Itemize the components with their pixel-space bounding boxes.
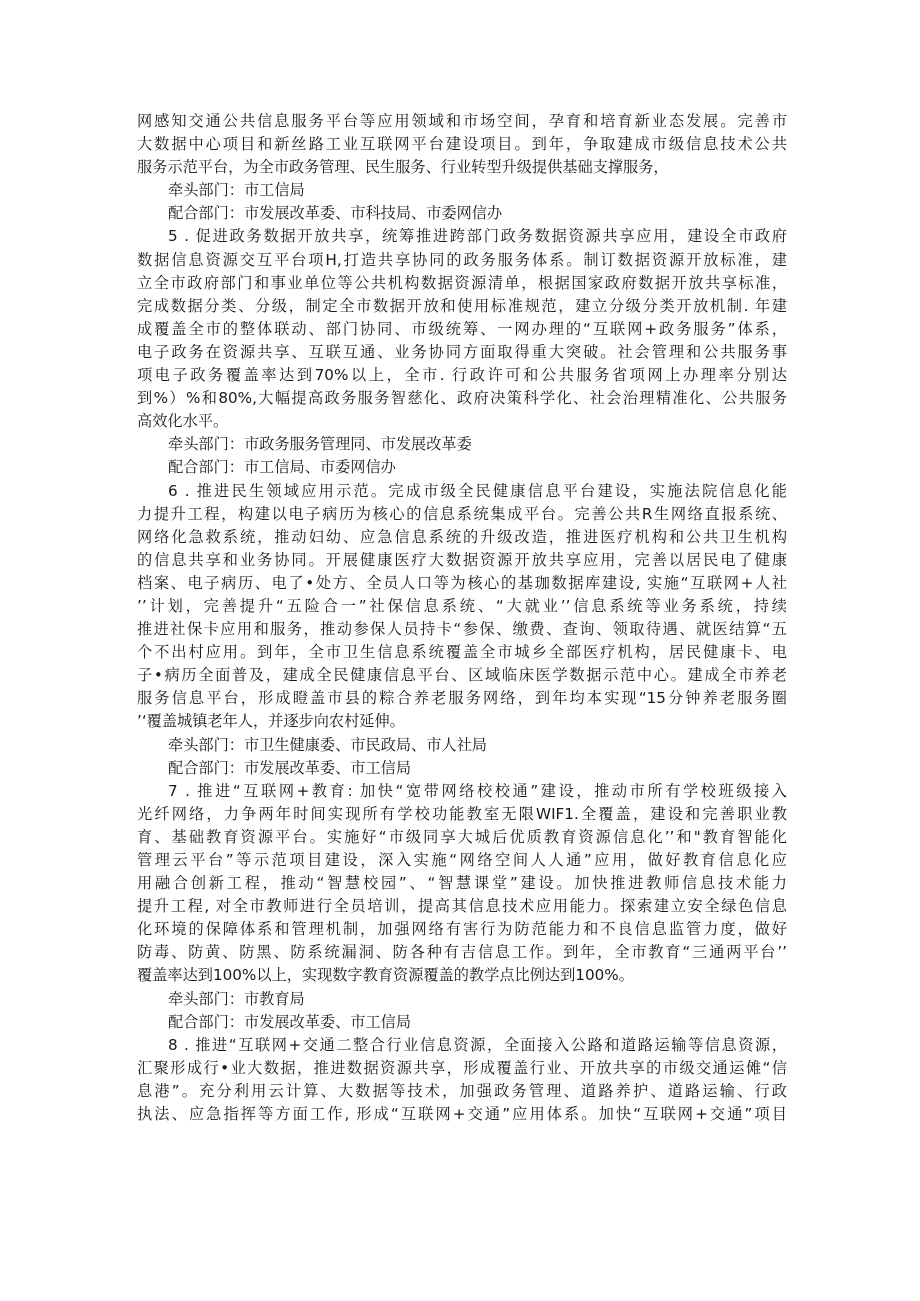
text-line: 档案、电子病历、电了•处方、全员人口等为核心的基珈数据库建设, 实施“互联网+人社 [137, 573, 787, 592]
text-line: 网络化急救系统，推动妇幼、应急信息系统的升级改造，推进医疗机构和公共卫生机构 [137, 527, 787, 546]
text-line: 完成数据分类、分级，制定全市数据开放和使用标准规范，建立分级分类开放机制. 年建 [137, 296, 787, 315]
lead-department: 牵头部门：市工信局 [168, 181, 305, 200]
text-line: 立全市政府部门和事业单位等公共机构数据资源清单，根据国家政府数据开放共享标准， [137, 273, 787, 292]
section-7-heading: 7 . 推进“互联网+教育: 加快“宽带网络校校通”建设，推动市所有学校班级接入 [168, 781, 787, 800]
text-line: 数据信息资源交互平台项H,打造共享协同的政务服务体系。制订数据资源开放标准，建 [137, 250, 787, 269]
text-line: 个不出村应用。到年，全市卫生信息系统覆盖全市城乡全部医疗机构，居民健康卡、电 [137, 643, 787, 662]
text-line: 提升工程, 对全市教师进行全员培训，提高其信息技术应用能力。探索建立安全绿色信息 [137, 897, 787, 916]
text-line: 大数据中心项目和新丝路工业互联网平台建设项目。到年，争取建成市级信息技术公共 [137, 135, 787, 154]
text-line: 力提升工程，构建以电子病历为核心的信息系统集成平台。完善公共R生网络直报系统、 [137, 504, 787, 523]
support-department: 配合部门：市发展改革委、市工信局 [168, 758, 411, 777]
lead-department: 牵头部门：市卫生健康委、市民政局、市人社局 [168, 735, 487, 754]
text-line: 防毒、防黄、防黑、防系统漏洞、防各种有吉信息工作。到年，全市教育“三通两平台’’ [137, 943, 787, 962]
text-line: 服务信息平台，形成瞪盖市县的粽合养老服务网络，到年均本实现“15分钟养老服务圈 [137, 689, 787, 708]
text-line: 成覆盖全市的整体联动、部门协同、市级统筹、一网办理的“互联网+政务服务”体系， [137, 319, 787, 338]
support-department: 配合部门：市发展改革委、市工信局 [168, 1012, 411, 1031]
text-line: 推进社保卡应用和服务，推动参保人员持卡“参保、缴费、查询、领取待遇、就医结算“五 [137, 620, 787, 639]
support-department: 配合部门：市工信局、市委网信办 [168, 458, 396, 477]
text-line: 高效化水平。 [137, 412, 229, 431]
text-line: 项电子政务覆盖率达到70%以上，全市. 行政许可和公共服务省项网上办理率分别达 [137, 366, 787, 385]
section-6-heading: 6 . 推进民生领域应用示范。完成市级全民健康信息平台建设，实施法院信息化能 [168, 481, 787, 500]
text-line: 息港”。充分利用云计算、大数据等技术，加强政务管理、道路养护、道路运输、行政 [137, 1081, 787, 1100]
text-line: 网感知交通公共信息服务平台等应用领域和市场空间，孕育和培育新业态发展。完善市 [137, 112, 787, 130]
lead-department: 牵头部门：市教育局 [168, 989, 305, 1008]
text-line: 到%）%和80%,大幅提高政务服务智慈化、政府决策科学化、社会治理精准化、公共服务 [137, 389, 787, 408]
text-line: 用融合创新工程，推动“智慧校园”、“智慧课堂”建设。加快推进教师信息技术能力 [137, 874, 787, 893]
text-line: 光纤网络，力争两年时间实现所有学校功能教室无限WIF1.全覆盖，建设和完善职业教 [137, 804, 787, 823]
section-5-heading: 5 . 促进政务数据开放共享，统筹推进跨部门政务数据资源共享应用，建设全市政府 [168, 227, 787, 246]
document-body [137, 110, 787, 1126]
section-8-heading: 8 . 推进“互联网+交通二整合行业信息资源，全面接入公路和道路运输等信息资源， [168, 1035, 787, 1054]
support-department: 配合部门：市发展改革委、市科技局、市委网信办 [168, 204, 503, 223]
text-line: 执法、应急指挥等方面工作, 形成“互联网+交通”应用体系。加快“互联网+交通”项目 [137, 1105, 787, 1124]
text-line: 管理云平台”等示范项目建设，深入实施“网络空间人人通”应用，做好教育信息化应 [137, 851, 787, 869]
text-line: 电子政务在资源共享、互联互通、业务协同方面取得重大突破。社会管理和公共服务事 [137, 342, 787, 361]
text-line: 子•病历全面普及，建成全民健康信息平台、区域临床医学数据示范中心。建成全市养老 [137, 666, 787, 685]
text-line: 服务示范平台，为全市政务管理、民生服务、行业转型升级提供基础支撑服务， [137, 158, 669, 177]
text-line: ’‘覆盖城镇老年人，并逐步向农村延伸。 [137, 712, 405, 731]
text-line: 育、基础教育资源平台。实施好“市级同享大城后优质教育资源信息化’’和"教育智能化 [137, 827, 787, 846]
lead-department: 牵头部门：市政务服务管理同、市发展改革委 [168, 435, 472, 454]
text-line: 的信息共享和业务协同。开展健康医疗大数据资源开放共享应用，完善以居民电了健康 [137, 550, 787, 569]
text-line: 汇聚形成行•业大数据，推进数据资源共享，形成覆盖行业、开放共享的市级交通运傩“信 [137, 1058, 787, 1077]
text-line: ’’计划，完善提升“五险合一”社保信息系统、“大就业’’信息系统等业务系统，持续 [137, 596, 787, 615]
text-line: 覆盖率达到100%以上，实现数字教育资源覆盖的教学点比例达到100%。 [137, 966, 634, 985]
text-line: 化环境的保障体系和管理机制，加强网络有害行为防范能力和不良信息监管力度，做好 [137, 920, 787, 939]
